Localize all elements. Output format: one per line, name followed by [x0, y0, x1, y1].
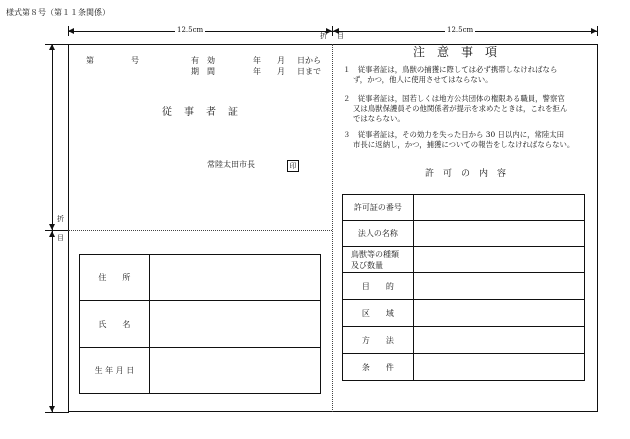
- notice-item-1-line-2: ず，かつ，他人に使用させてはならない。: [353, 75, 493, 84]
- permit-value-purpose: [413, 273, 584, 300]
- permit-value-corporation: [413, 221, 584, 247]
- personal-row-address: [80, 255, 321, 301]
- permit-title: 許 可 の 内 容: [425, 169, 507, 179]
- validity-label-1: 有 効: [191, 56, 215, 65]
- seal-mark: 印: [287, 160, 299, 172]
- month-1: 月: [277, 56, 285, 65]
- permit-table: [342, 194, 585, 381]
- notice-title: 注 意 事 項: [413, 45, 498, 59]
- notice-item-2-line-2: 又は鳥獣保護員その他関係者が提示を求めたときは，これを拒ん: [353, 104, 568, 113]
- permit-value-method: [413, 327, 584, 354]
- personal-value-address: [149, 255, 320, 301]
- year-2: 年: [253, 67, 261, 76]
- personal-row-birthdate: [80, 348, 321, 394]
- fold-top-label: 折: [320, 32, 327, 40]
- day-from: 日から: [297, 56, 321, 65]
- vertical-fold-line: [332, 44, 333, 412]
- permit-label-conditions: 条 件: [343, 354, 414, 381]
- permit-row-purpose: [343, 273, 585, 300]
- permit-label-purpose: 目 的: [343, 273, 414, 300]
- year-1: 年: [253, 56, 261, 65]
- permit-row-area: [343, 300, 585, 327]
- permit-row-species: [343, 247, 585, 273]
- number-label: 第: [86, 56, 94, 65]
- personal-label-birthdate: 生 年 月 日: [80, 348, 150, 394]
- personal-table: [79, 254, 321, 394]
- permit-label-number: 許可証の番号: [343, 195, 414, 221]
- personal-value-name: [149, 301, 320, 348]
- permit-value-number: [413, 195, 584, 221]
- left-width-label: 12.5cm: [177, 26, 204, 34]
- permit-value-species: [413, 247, 584, 273]
- certificate-title: 従 事 者 証: [162, 107, 239, 118]
- day-until: 日まで: [297, 67, 321, 76]
- permit-row-conditions: [343, 354, 585, 381]
- permit-row-corporation: [343, 221, 585, 247]
- month-2: 月: [277, 67, 285, 76]
- permit-row-number: [343, 195, 585, 221]
- number-suffix: 号: [131, 56, 139, 65]
- permit-label-species-line-2: 及び数量: [351, 260, 383, 270]
- fold-top-eye-label: 目: [337, 32, 344, 40]
- permit-label-method: 方 法: [343, 327, 414, 354]
- right-width-label: 12.5cm: [447, 26, 474, 34]
- notice-item-3-line-2: 市長に返納し，かつ，捕獲についての報告をしなければならない。: [353, 140, 575, 149]
- issuer-name: 常陸太田市長: [207, 160, 255, 169]
- lower-height-line: [52, 231, 53, 412]
- notice-item-3-line-1: ３ 従事者証は，その効力を失った日から 30 日以内に，常陸太田: [343, 130, 565, 139]
- permit-row-method: [343, 327, 585, 354]
- notice-item-2-line-3: ではならない。: [353, 114, 405, 123]
- personal-row-name: [80, 301, 321, 348]
- permit-label-area: 区 域: [343, 300, 414, 327]
- notice-item-2-line-1: ２ 従事者証は，国若しくは地方公共団体の権限ある職員，警察官: [343, 94, 565, 103]
- personal-label-name: 氏 名: [80, 301, 150, 348]
- permit-label-species-line-1: 鳥獣等の種類: [351, 249, 399, 259]
- personal-value-birthdate: [149, 348, 320, 394]
- fold-side-eye-label: 目: [57, 234, 64, 242]
- validity-label-2: 期 間: [191, 67, 215, 76]
- form-number: 様式第８号（第１１条関係）: [6, 8, 110, 17]
- permit-value-conditions: [413, 354, 584, 381]
- notice-item-1-line-1: １ 従事者証は，鳥獣の捕獲に際しては必ず携帯しなければなら: [343, 65, 558, 74]
- permit-value-area: [413, 300, 584, 327]
- permit-label-corporation: 法人の名称: [343, 221, 414, 247]
- upper-height-line: [52, 44, 53, 230]
- permit-label-species: [343, 247, 414, 273]
- personal-label-address: 住 所: [80, 255, 150, 301]
- fold-side-label: 折: [57, 215, 64, 223]
- horizontal-fold-line: [68, 230, 332, 231]
